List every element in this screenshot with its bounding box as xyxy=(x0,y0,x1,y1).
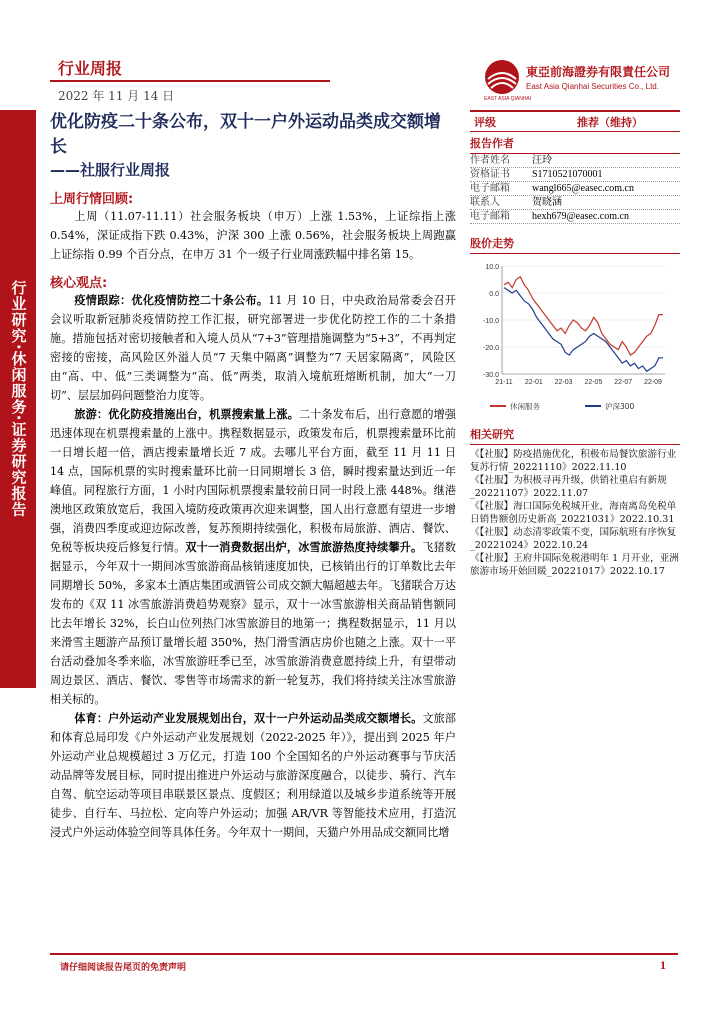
paragraph-text: 文旅部和体育总局印发《户外运动产业发展规划（2022-2025 年）》，提出到 2025 年户外运动产业总规模超过 3 万亿元，打造 100 个全国知名的户外运动赛事与节庆活动品牌等发展目标，同时提出推进户外运动与旅游深度融合，以徒步、骑行、汽车自驾、航空运动等项目串联景区景点、度假区；利用绿道以及城乡步道系统等开展徒步、自行车、马拉松、定向等户外运动；加强 AR/VR 等智能技术应用，打造沉浸式户外运动体验空间等具体任务。今年双十一期间，天猫户外用品成交额同比增 xyxy=(50,712,456,839)
related-list xyxy=(470,448,680,578)
author-value: 汪玲 xyxy=(532,155,552,166)
author-row xyxy=(470,182,680,196)
related-heading: 相关研究 xyxy=(470,423,680,445)
footer-divider xyxy=(50,953,678,955)
legend-label: 沪深300 xyxy=(605,402,635,411)
report-date: 2022 年 11 月 14 日 xyxy=(58,89,175,103)
authors-heading: 报告作者 xyxy=(470,132,680,154)
author-key: 电子邮箱 xyxy=(470,211,510,222)
logo-icon xyxy=(482,57,522,97)
y-tick-label: -10.0 xyxy=(483,318,499,325)
report-title: 优化防疫二十条公布，双十一户外运动品类成交额增长 xyxy=(50,112,441,157)
author-row xyxy=(470,154,680,168)
paragraph xyxy=(50,709,456,842)
company-logo-sub: EAST ASIA QIANHAI xyxy=(484,96,532,102)
sidebar-text: 行业研究·休闲服务·证券研究报告 xyxy=(9,280,28,518)
paragraph-text: 二十条发布后，出行意愿的增强迅速体现在机票搜索量的上涨中。携程数据显示，政策发布后，机票搜索量环比前一日增长超一倍，酒店搜索量增长近 7 成。去哪儿平台方面，截至 11 月 11 日 14 点，国际机票的实时搜索量环比前一日同期增长 3 倍，瞬时搜索量达到近一年峰值。同程旅行方面，1 小时内国际机票搜索量较前日同一时段上涨 448%。继港澳地区政策放宽后，我国入境防疫政策再次迎来调整，国人出行意愿有望进一步增强，消费四季度或迎边际改善，复苏预期持续强化，积极布局旅游、酒店、餐饮、免税等板块疫后修复行情。 xyxy=(50,408,456,554)
related-item[interactable]: 《【社服】王府井国际免税港明年 1 月开业，亚洲旅游市场开始回暖_20221017》2022.10.17 xyxy=(470,553,679,577)
paragraph xyxy=(50,207,456,264)
page-number: 1 xyxy=(660,958,666,972)
main-content xyxy=(50,110,456,842)
author-key: 联系人 xyxy=(470,197,500,208)
author-key: 作者姓名 xyxy=(470,155,510,166)
paragraph-lead: 旅游：优化防疫措施出台，机票搜索量上涨。 xyxy=(74,408,299,421)
paragraph-text: 飞猪数据显示，今年双十一期间冰雪旅游商品核销速度加快，已核销出行的订单数比去年同期增长 50%，多家本土酒店集团或酒管公司成交额大幅超越去年。飞猪联合万达发布的《双 11 冰雪旅游消费趋势观察》显示，双十一冰雪旅游相关商品销售额同比去年增长 32%，长白山位列热门冰雪旅游目的地第一；携程数据显示，11 月以来滑雪主题游产品预订量增长超 350%，热门滑雪酒店房价也随之上涨。双十一平台活动叠加冬季来临，冰雪旅游旺季已至，冰雪旅游消费意愿持续上升，有望带动周边景区、酒店、餐饮、零售等市场需求的新一轮复苏，我们将持续关注冰雪旅游相关标的。 xyxy=(50,541,456,706)
rating-value: 推荐（维持） xyxy=(577,115,643,129)
author-row xyxy=(470,168,680,182)
x-tick-label: 21-11 xyxy=(495,379,513,386)
author-value: hexh679@easec.com.cn xyxy=(532,211,629,222)
author-value: wangl665@easec.com.cn xyxy=(532,183,634,194)
paragraph-lead: 双十一消费数据出炉，冰雪旅游热度持续攀升。 xyxy=(185,541,423,554)
sidebar-banner xyxy=(0,110,36,688)
header-divider xyxy=(50,80,330,82)
y-tick-label: -30.0 xyxy=(483,372,499,379)
paragraph-text: 上周（11.07-11.11）社会服务板块（申万）上涨 1.53%，上证综指上涨 0.54%，深证成指下跌 0.43%，沪深 300 上涨 0.56%，社会服务板块上周跑赢上证综指 0.99 个百分点，在申万 31 个一级子行业周涨跌幅中排名第 15。 xyxy=(50,210,456,261)
section-heading-views: 核心观点: xyxy=(50,276,108,291)
author-key: 资格证书 xyxy=(470,169,510,180)
author-value: 贺晓涵 xyxy=(532,197,562,208)
footer-disclaimer[interactable]: 请仔细阅读报告尾页的免责声明 xyxy=(60,963,187,973)
related-item[interactable]: 《【社服】防疫措施优化，积极布局餐饮旅游行业复苏行情_20221110》2022.11.10 xyxy=(470,449,677,473)
x-tick-label: 22-05 xyxy=(584,379,603,386)
author-row xyxy=(470,210,680,224)
stock-chart xyxy=(470,256,680,421)
y-tick-label: 0.0 xyxy=(489,291,499,298)
rating-row xyxy=(470,110,680,132)
x-tick-label: 22-03 xyxy=(554,379,573,386)
y-tick-label: 10.0 xyxy=(485,264,499,271)
legend-label: 休闲服务 xyxy=(510,402,540,411)
rating-label: 评级 xyxy=(474,115,496,129)
paragraph-lead: 疫情跟踪：优化疫情防控二十条公布。 xyxy=(74,294,269,307)
company-name-cn: 東亞前海證券有限責任公司 xyxy=(526,65,671,79)
company-logo xyxy=(482,57,670,97)
author-key: 电子邮箱 xyxy=(470,183,510,194)
x-tick-label: 22-09 xyxy=(644,379,662,386)
stock-chart-svg xyxy=(470,256,680,421)
stock-chart-heading: 股价走势 xyxy=(470,232,680,254)
paragraph-lead: 体育：户外运动产业发展规划出台，双十一户外运动品类成交额增长。 xyxy=(74,712,423,725)
paragraph xyxy=(50,405,456,709)
y-tick-label: -20.0 xyxy=(483,345,499,352)
paragraph xyxy=(50,291,456,405)
x-tick-label: 22-07 xyxy=(614,379,633,386)
report-subtitle: ——社服行业周报 xyxy=(50,161,171,179)
author-row xyxy=(470,196,680,210)
report-type: 行业周报 xyxy=(58,59,123,78)
author-value: S1710521070001 xyxy=(532,169,603,180)
company-name-en: East Asia Qianhai Securities Co., Ltd. xyxy=(526,82,659,91)
right-column xyxy=(470,110,680,578)
related-item[interactable]: 《【社服】海口国际免税城开业，海南离岛免税单日销售额创历史新高_20221031》2022.10.31 xyxy=(470,501,677,525)
paragraph-text: 11 月 10 日，中央政治局常委会召开会议听取新冠肺炎疫情防控工作汇报，研究部署进一步优化防控工作的二十条措施。措施包括对密切接触者和入境人员从“7+3”管理措施调整为“5+3”，不再判定密接的密接，高风险区外溢人员“7 天集中隔离”调整为“7 天居家隔离”，风险区由“高、中、低”三类调整为“高、低”两类，取消入境航班熔断机制，加大“一刀切”、层层加码问题整治力度等。 xyxy=(50,294,456,402)
related-item[interactable]: 《【社服】动态清零政策不变，国际航班有序恢复_20221024》2022.10.24 xyxy=(470,527,677,551)
x-tick-label: 22-01 xyxy=(524,379,543,386)
authors-table xyxy=(470,154,680,224)
section-heading-review: 上周行情回顾: xyxy=(50,192,134,207)
related-item[interactable]: 《【社服】为积极寻再升级，供销社重启有新规_20221107》2022.11.07 xyxy=(470,475,667,499)
